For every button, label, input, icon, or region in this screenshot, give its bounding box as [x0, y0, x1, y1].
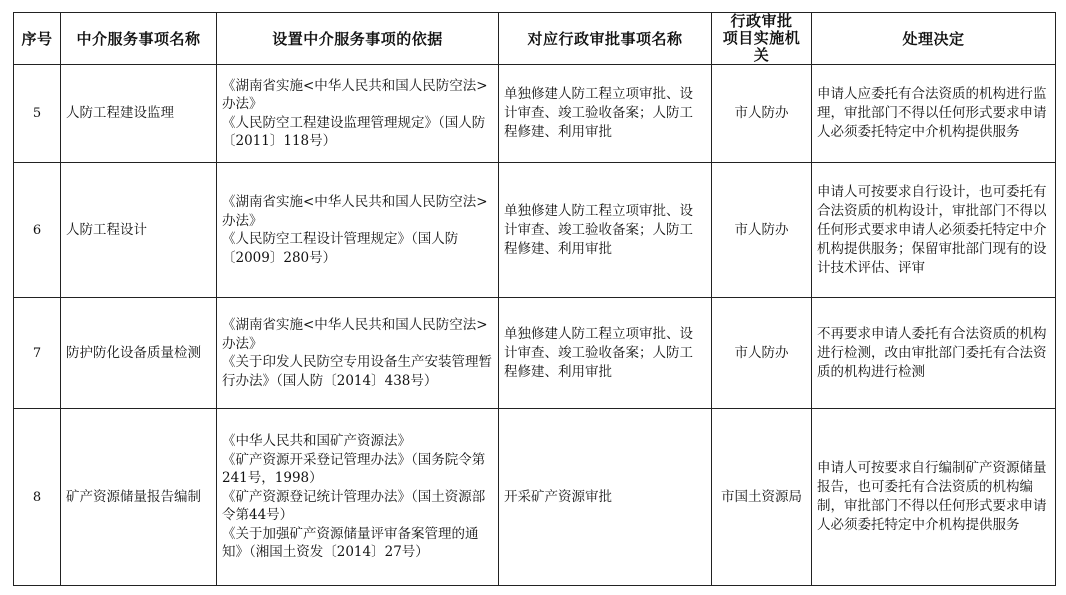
cell-agency: 市国土资源局: [712, 409, 812, 586]
header-approval: 对应行政审批事项名称: [499, 13, 712, 65]
cell-name: 人防工程建设监理: [61, 65, 217, 163]
cell-basis: [217, 298, 499, 409]
header-agency: [712, 13, 812, 65]
cell-name: 防护防化设备质量检测: [61, 298, 217, 409]
header-agency-line1: 行政审批: [730, 12, 793, 30]
header-decision: 处理决定: [812, 13, 1056, 65]
header-basis: 设置中介服务事项的依据: [217, 13, 499, 65]
table-header-row: [14, 13, 1056, 65]
basis-item: 《湖南省实施<中华人民共和国人民防空法>办法》: [222, 77, 488, 112]
basis-item: 《湖南省实施<中华人民共和国人民防空法>办法》: [222, 317, 488, 352]
cell-decision: 申请人应委托有合法资质的机构进行监理，审批部门不得以任何形式要求申请人必须委托特定中介机构提供服务: [812, 65, 1056, 163]
cell-basis: [217, 163, 499, 298]
table-row: [14, 298, 1056, 409]
cell-agency: 市人防办: [712, 65, 812, 163]
cell-basis: [217, 65, 499, 163]
cell-approval: 单独修建人防工程立项审批、设计审查、竣工验收备案；人防工程修建、利用审批: [499, 298, 712, 409]
intermediary-services-table: [13, 12, 1056, 586]
cell-agency: 市人防办: [712, 298, 812, 409]
cell-name: 人防工程设计: [61, 163, 217, 298]
basis-item: 《矿产资源开采登记管理办法》（国务院令第241号，1998）: [222, 451, 486, 487]
cell-approval: 单独修建人防工程立项审批、设计审查、竣工验收备案；人防工程修建、利用审批: [499, 163, 712, 298]
table-row: [14, 65, 1056, 163]
basis-item: 《湖南省实施<中华人民共和国人民防空法>办法》: [222, 194, 488, 229]
cell-no: 5: [14, 65, 61, 163]
cell-agency: 市人防办: [712, 163, 812, 298]
basis-item: 《人民防空工程建设监理管理规定》（国人防〔2011〕118号）: [222, 114, 486, 149]
header-name: 中介服务事项名称: [61, 13, 217, 65]
basis-item: 《关于印发人民防空专用设备生产安装管理暂行办法》（国人防〔2014〕438号）: [222, 354, 492, 389]
cell-no: 8: [14, 409, 61, 586]
cell-approval: 单独修建人防工程立项审批、设计审查、竣工验收备案；人防工程修建、利用审批: [499, 65, 712, 163]
basis-item: 《矿产资源登记统计管理办法》（国土资源部令第44号）: [222, 488, 486, 524]
cell-basis: [217, 409, 499, 586]
cell-decision: 不再要求申请人委托有合法资质的机构进行检测，改由审批部门委托有合法资质的机构进行检测: [812, 298, 1056, 409]
header-no: 序号: [14, 13, 61, 65]
cell-decision: 申请人可按要求自行编制矿产资源储量报告，也可委托有合法资质的机构编制，审批部门不得以任何形式要求申请人必须委托特定中介机构提供服务: [812, 409, 1056, 586]
cell-no: 6: [14, 163, 61, 298]
cell-no: 7: [14, 298, 61, 409]
table-row: [14, 409, 1056, 586]
basis-item: 《人民防空工程设计管理规定》（国人防〔2009〕280号）: [222, 231, 459, 266]
cell-name: 矿产资源储量报告编制: [61, 409, 217, 586]
basis-item: 《中华人民共和国矿产资源法》: [222, 433, 411, 450]
basis-item: 《关于加强矿产资源储量评审备案管理的通知》（湘国土资发〔2014〕27号）: [222, 525, 479, 561]
cell-decision: 申请人可按要求自行设计，也可委托有合法资质的机构设计，审批部门不得以任何形式要求申请人必须委托特定中介机构提供服务；保留审批部门现有的设计技术评估、评审: [812, 163, 1056, 298]
table-row: [14, 163, 1056, 298]
cell-approval: 开采矿产资源审批: [499, 409, 712, 586]
header-agency-line2: 项目实施机关: [722, 29, 801, 64]
